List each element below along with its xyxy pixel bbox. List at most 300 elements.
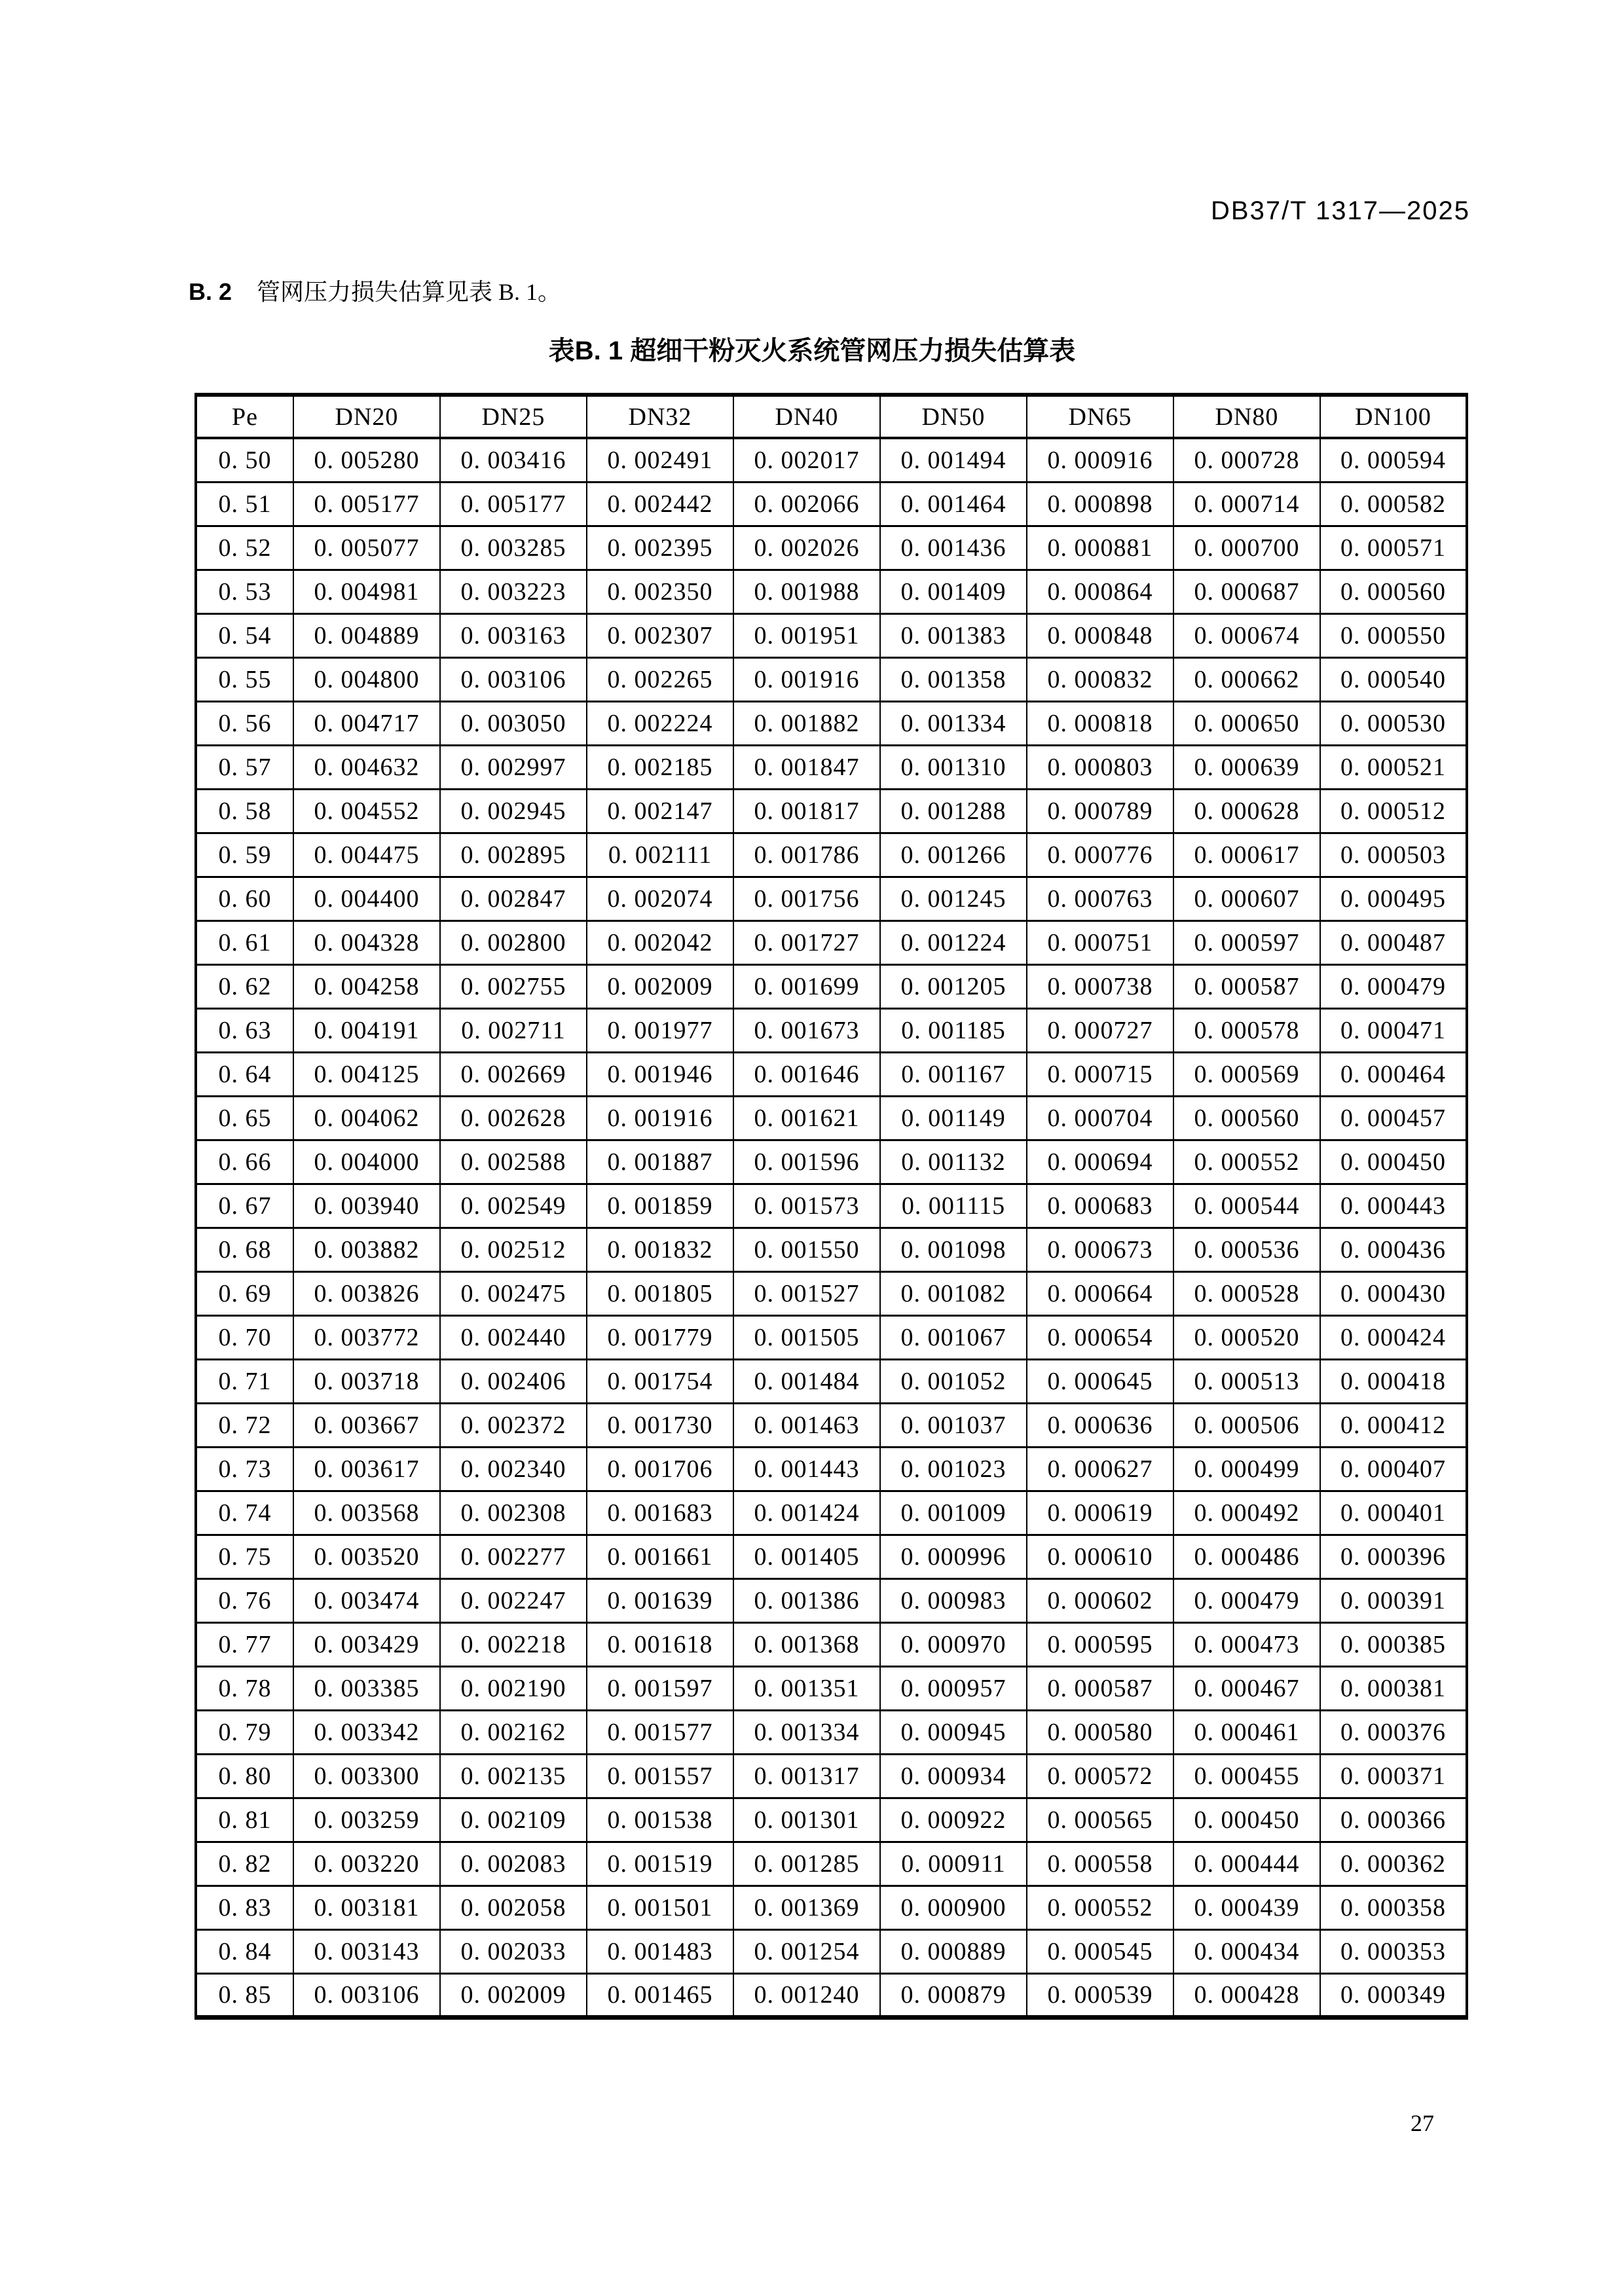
pe-value: 0. 72: [196, 1403, 293, 1447]
loss-value: 0. 002442: [587, 482, 733, 526]
loss-value: 0. 001661: [587, 1535, 733, 1578]
loss-value: 0. 001285: [733, 1842, 880, 1886]
loss-value: 0. 001754: [587, 1359, 733, 1403]
loss-value: 0. 000467: [1173, 1666, 1320, 1710]
loss-value: 0. 001673: [733, 1008, 880, 1052]
loss-value: 0. 000683: [1027, 1184, 1173, 1228]
loss-value: 0. 000520: [1173, 1315, 1320, 1359]
loss-value: 0. 003050: [440, 701, 587, 745]
column-header: DN65: [1027, 395, 1173, 438]
loss-value: 0. 001098: [880, 1228, 1027, 1271]
loss-value: 0. 000521: [1320, 745, 1467, 789]
table-row: [196, 1710, 1467, 1754]
loss-value: 0. 000911: [880, 1842, 1027, 1886]
loss-value: 0. 000495: [1320, 877, 1467, 920]
loss-value: 0. 000544: [1173, 1184, 1320, 1228]
loss-value: 0. 000428: [1173, 1973, 1320, 2017]
loss-value: 0. 000560: [1173, 1096, 1320, 1140]
loss-value: 0. 000864: [1027, 570, 1173, 613]
loss-value: 0. 001037: [880, 1403, 1027, 1447]
loss-value: 0. 001538: [587, 1798, 733, 1842]
loss-value: 0. 001443: [733, 1447, 880, 1491]
loss-value: 0. 001115: [880, 1184, 1027, 1228]
loss-value: 0. 000645: [1027, 1359, 1173, 1403]
table-row: [196, 1096, 1467, 1140]
loss-value: 0. 000803: [1027, 745, 1173, 789]
loss-value: 0. 001706: [587, 1447, 733, 1491]
table-row: [196, 1403, 1467, 1447]
loss-value: 0. 000881: [1027, 526, 1173, 570]
loss-value: 0. 000418: [1320, 1359, 1467, 1403]
loss-value: 0. 002017: [733, 438, 880, 482]
loss-value: 0. 003718: [293, 1359, 440, 1403]
loss-value: 0. 000996: [880, 1535, 1027, 1578]
loss-value: 0. 000983: [880, 1578, 1027, 1622]
table-row: [196, 833, 1467, 877]
loss-value: 0. 000473: [1173, 1622, 1320, 1666]
loss-value: 0. 000636: [1027, 1403, 1173, 1447]
loss-value: 0. 000889: [880, 1929, 1027, 1973]
loss-value: 0. 003429: [293, 1622, 440, 1666]
loss-value: 0. 003474: [293, 1578, 440, 1622]
loss-value: 0. 000371: [1320, 1754, 1467, 1798]
loss-value: 0. 002009: [440, 1973, 587, 2017]
loss-value: 0. 003940: [293, 1184, 440, 1228]
loss-value: 0. 000479: [1320, 964, 1467, 1008]
loss-value: 0. 000376: [1320, 1710, 1467, 1754]
loss-value: 0. 001464: [880, 482, 1027, 526]
loss-value: 0. 004328: [293, 920, 440, 964]
loss-value: 0. 004981: [293, 570, 440, 613]
loss-value: 0. 001505: [733, 1315, 880, 1359]
pe-value: 0. 63: [196, 1008, 293, 1052]
loss-value: 0. 000694: [1027, 1140, 1173, 1184]
loss-value: 0. 005177: [293, 482, 440, 526]
loss-value: 0. 003882: [293, 1228, 440, 1271]
loss-value: 0. 002083: [440, 1842, 587, 1886]
loss-value: 0. 000552: [1173, 1140, 1320, 1184]
loss-value: 0. 000552: [1027, 1886, 1173, 1929]
loss-value: 0. 001597: [587, 1666, 733, 1710]
pe-value: 0. 68: [196, 1228, 293, 1271]
loss-value: 0. 000358: [1320, 1886, 1467, 1929]
table-row: [196, 526, 1467, 570]
loss-value: 0. 000545: [1027, 1929, 1173, 1973]
table-row: [196, 1578, 1467, 1622]
loss-value: 0. 000727: [1027, 1008, 1173, 1052]
loss-value: 0. 001951: [733, 613, 880, 657]
loss-value: 0. 001832: [587, 1228, 733, 1271]
loss-value: 0. 000597: [1173, 920, 1320, 964]
loss-value: 0. 000715: [1027, 1052, 1173, 1096]
loss-value: 0. 000512: [1320, 789, 1467, 833]
loss-value: 0. 000396: [1320, 1535, 1467, 1578]
loss-value: 0. 001577: [587, 1710, 733, 1754]
loss-value: 0. 004632: [293, 745, 440, 789]
loss-value: 0. 000619: [1027, 1491, 1173, 1535]
loss-value: 0. 001245: [880, 877, 1027, 920]
loss-value: 0. 000673: [1027, 1228, 1173, 1271]
loss-value: 0. 000560: [1320, 570, 1467, 613]
loss-value: 0. 004552: [293, 789, 440, 833]
loss-value: 0. 001618: [587, 1622, 733, 1666]
loss-value: 0. 001288: [880, 789, 1027, 833]
loss-value: 0. 001436: [880, 526, 1027, 570]
loss-value: 0. 002945: [440, 789, 587, 833]
loss-value: 0. 004717: [293, 701, 440, 745]
pe-value: 0. 60: [196, 877, 293, 920]
loss-value: 0. 001465: [587, 1973, 733, 2017]
loss-value: 0. 000479: [1173, 1578, 1320, 1622]
loss-value: 0. 002135: [440, 1754, 587, 1798]
loss-value: 0. 003667: [293, 1403, 440, 1447]
loss-value: 0. 003143: [293, 1929, 440, 1973]
loss-value: 0. 002224: [587, 701, 733, 745]
loss-value: 0. 000506: [1173, 1403, 1320, 1447]
loss-value: 0. 001916: [733, 657, 880, 701]
pe-value: 0. 59: [196, 833, 293, 877]
loss-value: 0. 000848: [1027, 613, 1173, 657]
loss-value: 0. 001817: [733, 789, 880, 833]
table-row: [196, 1052, 1467, 1096]
loss-value: 0. 000412: [1320, 1403, 1467, 1447]
loss-value: 0. 000879: [880, 1973, 1027, 2017]
pe-value: 0. 65: [196, 1096, 293, 1140]
table-row: [196, 1184, 1467, 1228]
loss-value: 0. 000530: [1320, 701, 1467, 745]
loss-value: 0. 003826: [293, 1271, 440, 1315]
table-row: [196, 701, 1467, 745]
table-row: [196, 1140, 1467, 1184]
loss-value: 0. 000565: [1027, 1798, 1173, 1842]
loss-value: 0. 001405: [733, 1535, 880, 1578]
table-row: [196, 1228, 1467, 1271]
loss-value: 0. 002549: [440, 1184, 587, 1228]
loss-value: 0. 001557: [587, 1754, 733, 1798]
loss-value: 0. 000499: [1173, 1447, 1320, 1491]
pe-value: 0. 79: [196, 1710, 293, 1754]
loss-value: 0. 003617: [293, 1447, 440, 1491]
table-row: [196, 789, 1467, 833]
loss-value: 0. 001483: [587, 1929, 733, 1973]
table-row: [196, 1008, 1467, 1052]
pe-value: 0. 52: [196, 526, 293, 570]
column-header: DN100: [1320, 395, 1467, 438]
loss-value: 0. 002308: [440, 1491, 587, 1535]
loss-value: 0. 002277: [440, 1535, 587, 1578]
pe-value: 0. 66: [196, 1140, 293, 1184]
pe-value: 0. 78: [196, 1666, 293, 1710]
loss-value: 0. 001463: [733, 1403, 880, 1447]
pe-value: 0. 51: [196, 482, 293, 526]
loss-value: 0. 004800: [293, 657, 440, 701]
table-head: [196, 395, 1467, 438]
loss-value: 0. 000664: [1027, 1271, 1173, 1315]
loss-value: 0. 001334: [733, 1710, 880, 1754]
loss-value: 0. 001786: [733, 833, 880, 877]
pe-value: 0. 81: [196, 1798, 293, 1842]
loss-value: 0. 001639: [587, 1578, 733, 1622]
loss-value: 0. 000818: [1027, 701, 1173, 745]
loss-value: 0. 000444: [1173, 1842, 1320, 1886]
loss-value: 0. 002190: [440, 1666, 587, 1710]
loss-value: 0. 000430: [1320, 1271, 1467, 1315]
table-row: [196, 1359, 1467, 1403]
table-row: [196, 1447, 1467, 1491]
loss-value: 0. 000628: [1173, 789, 1320, 833]
loss-value: 0. 000934: [880, 1754, 1027, 1798]
column-header: DN50: [880, 395, 1027, 438]
table-row: [196, 438, 1467, 482]
loss-value: 0. 004000: [293, 1140, 440, 1184]
pe-value: 0. 73: [196, 1447, 293, 1491]
loss-value: 0. 000362: [1320, 1842, 1467, 1886]
loss-value: 0. 001550: [733, 1228, 880, 1271]
loss-value: 0. 000439: [1173, 1886, 1320, 1929]
loss-value: 0. 001494: [880, 438, 1027, 482]
loss-value: 0. 000558: [1027, 1842, 1173, 1886]
loss-value: 0. 000540: [1320, 657, 1467, 701]
loss-value: 0. 001621: [733, 1096, 880, 1140]
loss-value: 0. 001977: [587, 1008, 733, 1052]
loss-value: 0. 001805: [587, 1271, 733, 1315]
loss-value: 0. 003285: [440, 526, 587, 570]
loss-value: 0. 000595: [1027, 1622, 1173, 1666]
loss-value: 0. 000738: [1027, 964, 1173, 1008]
pe-value: 0. 75: [196, 1535, 293, 1578]
loss-value: 0. 000789: [1027, 789, 1173, 833]
pe-value: 0. 62: [196, 964, 293, 1008]
loss-value: 0. 001882: [733, 701, 880, 745]
loss-value: 0. 000385: [1320, 1622, 1467, 1666]
loss-value: 0. 000751: [1027, 920, 1173, 964]
table-row: [196, 745, 1467, 789]
loss-value: 0. 001847: [733, 745, 880, 789]
table-row: [196, 570, 1467, 613]
table-row: [196, 1929, 1467, 1973]
loss-value: 0. 001683: [587, 1491, 733, 1535]
loss-value: 0. 000461: [1173, 1710, 1320, 1754]
loss-value: 0. 002512: [440, 1228, 587, 1271]
table-row: [196, 877, 1467, 920]
loss-value: 0. 000349: [1320, 1973, 1467, 2017]
pe-value: 0. 74: [196, 1491, 293, 1535]
loss-value: 0. 002350: [587, 570, 733, 613]
pe-value: 0. 76: [196, 1578, 293, 1622]
loss-value: 0. 002218: [440, 1622, 587, 1666]
pe-value: 0. 58: [196, 789, 293, 833]
loss-value: 0. 000450: [1173, 1798, 1320, 1842]
column-header: Pe: [196, 395, 293, 438]
table-row: [196, 1666, 1467, 1710]
loss-value: 0. 004475: [293, 833, 440, 877]
table-row: [196, 964, 1467, 1008]
loss-value: 0. 001424: [733, 1491, 880, 1535]
loss-value: 0. 001132: [880, 1140, 1027, 1184]
loss-value: 0. 002755: [440, 964, 587, 1008]
loss-value: 0. 004125: [293, 1052, 440, 1096]
column-header: DN25: [440, 395, 587, 438]
table-body: [196, 438, 1467, 2017]
loss-value: 0. 000464: [1320, 1052, 1467, 1096]
loss-value: 0. 000539: [1027, 1973, 1173, 2017]
loss-value: 0. 000674: [1173, 613, 1320, 657]
loss-value: 0. 002058: [440, 1886, 587, 1929]
loss-value: 0. 002440: [440, 1315, 587, 1359]
loss-value: 0. 001527: [733, 1271, 880, 1315]
loss-value: 0. 002066: [733, 482, 880, 526]
pe-value: 0. 71: [196, 1359, 293, 1403]
table-row: [196, 1754, 1467, 1798]
table-title: 表B. 1 超细干粉灭火系统管网压力损失估算表: [548, 337, 1076, 365]
loss-value: 0. 002669: [440, 1052, 587, 1096]
loss-value: 0. 000728: [1173, 438, 1320, 482]
table-row: [196, 1798, 1467, 1842]
loss-value: 0. 001240: [733, 1973, 880, 2017]
column-header: DN32: [587, 395, 733, 438]
loss-value: 0. 000654: [1027, 1315, 1173, 1359]
loss-value: 0. 002406: [440, 1359, 587, 1403]
loss-value: 0. 001351: [733, 1666, 880, 1710]
loss-value: 0. 004258: [293, 964, 440, 1008]
pe-value: 0. 82: [196, 1842, 293, 1886]
loss-value: 0. 001596: [733, 1140, 880, 1184]
loss-value: 0. 000970: [880, 1622, 1027, 1666]
loss-value: 0. 003106: [440, 657, 587, 701]
loss-value: 0. 000550: [1320, 613, 1467, 657]
loss-value: 0. 000832: [1027, 657, 1173, 701]
loss-value: 0. 001484: [733, 1359, 880, 1403]
loss-value: 0. 002162: [440, 1710, 587, 1754]
loss-value: 0. 000401: [1320, 1491, 1467, 1535]
clause-text: 管网压力损失估算见表 B. 1。: [257, 279, 562, 305]
pe-value: 0. 84: [196, 1929, 293, 1973]
loss-value: 0. 001727: [733, 920, 880, 964]
loss-value: 0. 001699: [733, 964, 880, 1008]
loss-value: 0. 002340: [440, 1447, 587, 1491]
loss-value: 0. 000639: [1173, 745, 1320, 789]
pe-value: 0. 83: [196, 1886, 293, 1929]
loss-value: 0. 000487: [1320, 920, 1467, 964]
loss-value: 0. 001254: [733, 1929, 880, 1973]
loss-value: 0. 000587: [1027, 1666, 1173, 1710]
loss-value: 0. 002307: [587, 613, 733, 657]
loss-value: 0. 000572: [1027, 1754, 1173, 1798]
loss-value: 0. 005177: [440, 482, 587, 526]
loss-value: 0. 000714: [1173, 482, 1320, 526]
loss-value: 0. 000434: [1173, 1929, 1320, 1973]
loss-value: 0. 000580: [1027, 1710, 1173, 1754]
loss-value: 0. 001519: [587, 1842, 733, 1886]
loss-value: 0. 000455: [1173, 1754, 1320, 1798]
loss-value: 0. 004889: [293, 613, 440, 657]
table-row: [196, 482, 1467, 526]
pe-value: 0. 56: [196, 701, 293, 745]
loss-value: 0. 000610: [1027, 1535, 1173, 1578]
pe-value: 0. 57: [196, 745, 293, 789]
loss-value: 0. 003300: [293, 1754, 440, 1798]
loss-value: 0. 001023: [880, 1447, 1027, 1491]
loss-value: 0. 003568: [293, 1491, 440, 1535]
loss-value: 0. 002395: [587, 526, 733, 570]
doc-number: DB37/T 1317—2025: [1211, 196, 1470, 225]
table-row: [196, 1973, 1467, 2017]
loss-value: 0. 001369: [733, 1886, 880, 1929]
loss-value: 0. 003163: [440, 613, 587, 657]
loss-value: 0. 000898: [1027, 482, 1173, 526]
loss-value: 0. 002997: [440, 745, 587, 789]
loss-value: 0. 001266: [880, 833, 1027, 877]
loss-value: 0. 001386: [733, 1578, 880, 1622]
loss-value: 0. 002372: [440, 1403, 587, 1447]
loss-value: 0. 001082: [880, 1271, 1027, 1315]
loss-value: 0. 001317: [733, 1754, 880, 1798]
loss-value: 0. 000602: [1027, 1578, 1173, 1622]
loss-value: 0. 001167: [880, 1052, 1027, 1096]
loss-value: 0. 000471: [1320, 1008, 1467, 1052]
loss-value: 0. 001756: [733, 877, 880, 920]
loss-value: 0. 001334: [880, 701, 1027, 745]
loss-value: 0. 000704: [1027, 1096, 1173, 1140]
loss-value: 0. 002042: [587, 920, 733, 964]
loss-value: 0. 000957: [880, 1666, 1027, 1710]
table-row: [196, 1886, 1467, 1929]
loss-value: 0. 000900: [880, 1886, 1027, 1929]
loss-value: 0. 000457: [1320, 1096, 1467, 1140]
loss-value: 0. 000587: [1173, 964, 1320, 1008]
loss-value: 0. 000424: [1320, 1315, 1467, 1359]
loss-value: 0. 000528: [1173, 1271, 1320, 1315]
loss-value: 0. 003385: [293, 1666, 440, 1710]
loss-value: 0. 000391: [1320, 1578, 1467, 1622]
loss-value: 0. 000450: [1320, 1140, 1467, 1184]
loss-value: 0. 002895: [440, 833, 587, 877]
loss-value: 0. 002800: [440, 920, 587, 964]
loss-value: 0. 000607: [1173, 877, 1320, 920]
loss-value: 0. 002588: [440, 1140, 587, 1184]
loss-value: 0. 001988: [733, 570, 880, 613]
loss-value: 0. 001383: [880, 613, 1027, 657]
loss-value: 0. 003106: [293, 1973, 440, 2017]
loss-value: 0. 002026: [733, 526, 880, 570]
loss-value: 0. 000381: [1320, 1666, 1467, 1710]
loss-value: 0. 001859: [587, 1184, 733, 1228]
loss-value: 0. 002033: [440, 1929, 587, 1973]
loss-value: 0. 002491: [587, 438, 733, 482]
table-row: [196, 1842, 1467, 1886]
pe-value: 0. 54: [196, 613, 293, 657]
loss-value: 0. 002265: [587, 657, 733, 701]
loss-value: 0. 002185: [587, 745, 733, 789]
loss-value: 0. 001946: [587, 1052, 733, 1096]
pe-value: 0. 69: [196, 1271, 293, 1315]
pe-value: 0. 77: [196, 1622, 293, 1666]
pe-value: 0. 53: [196, 570, 293, 613]
loss-value: 0. 005280: [293, 438, 440, 482]
loss-value: 0. 004062: [293, 1096, 440, 1140]
loss-value: 0. 000486: [1173, 1535, 1320, 1578]
loss-value: 0. 000945: [880, 1710, 1027, 1754]
loss-value: 0. 000776: [1027, 833, 1173, 877]
loss-value: 0. 003772: [293, 1315, 440, 1359]
loss-value: 0. 002247: [440, 1578, 587, 1622]
table-row: [196, 1315, 1467, 1359]
loss-value: 0. 001779: [587, 1315, 733, 1359]
pressure-loss-table: [194, 393, 1468, 2020]
loss-value: 0. 000582: [1320, 482, 1467, 526]
loss-value: 0. 000687: [1173, 570, 1320, 613]
column-header: DN80: [1173, 395, 1320, 438]
